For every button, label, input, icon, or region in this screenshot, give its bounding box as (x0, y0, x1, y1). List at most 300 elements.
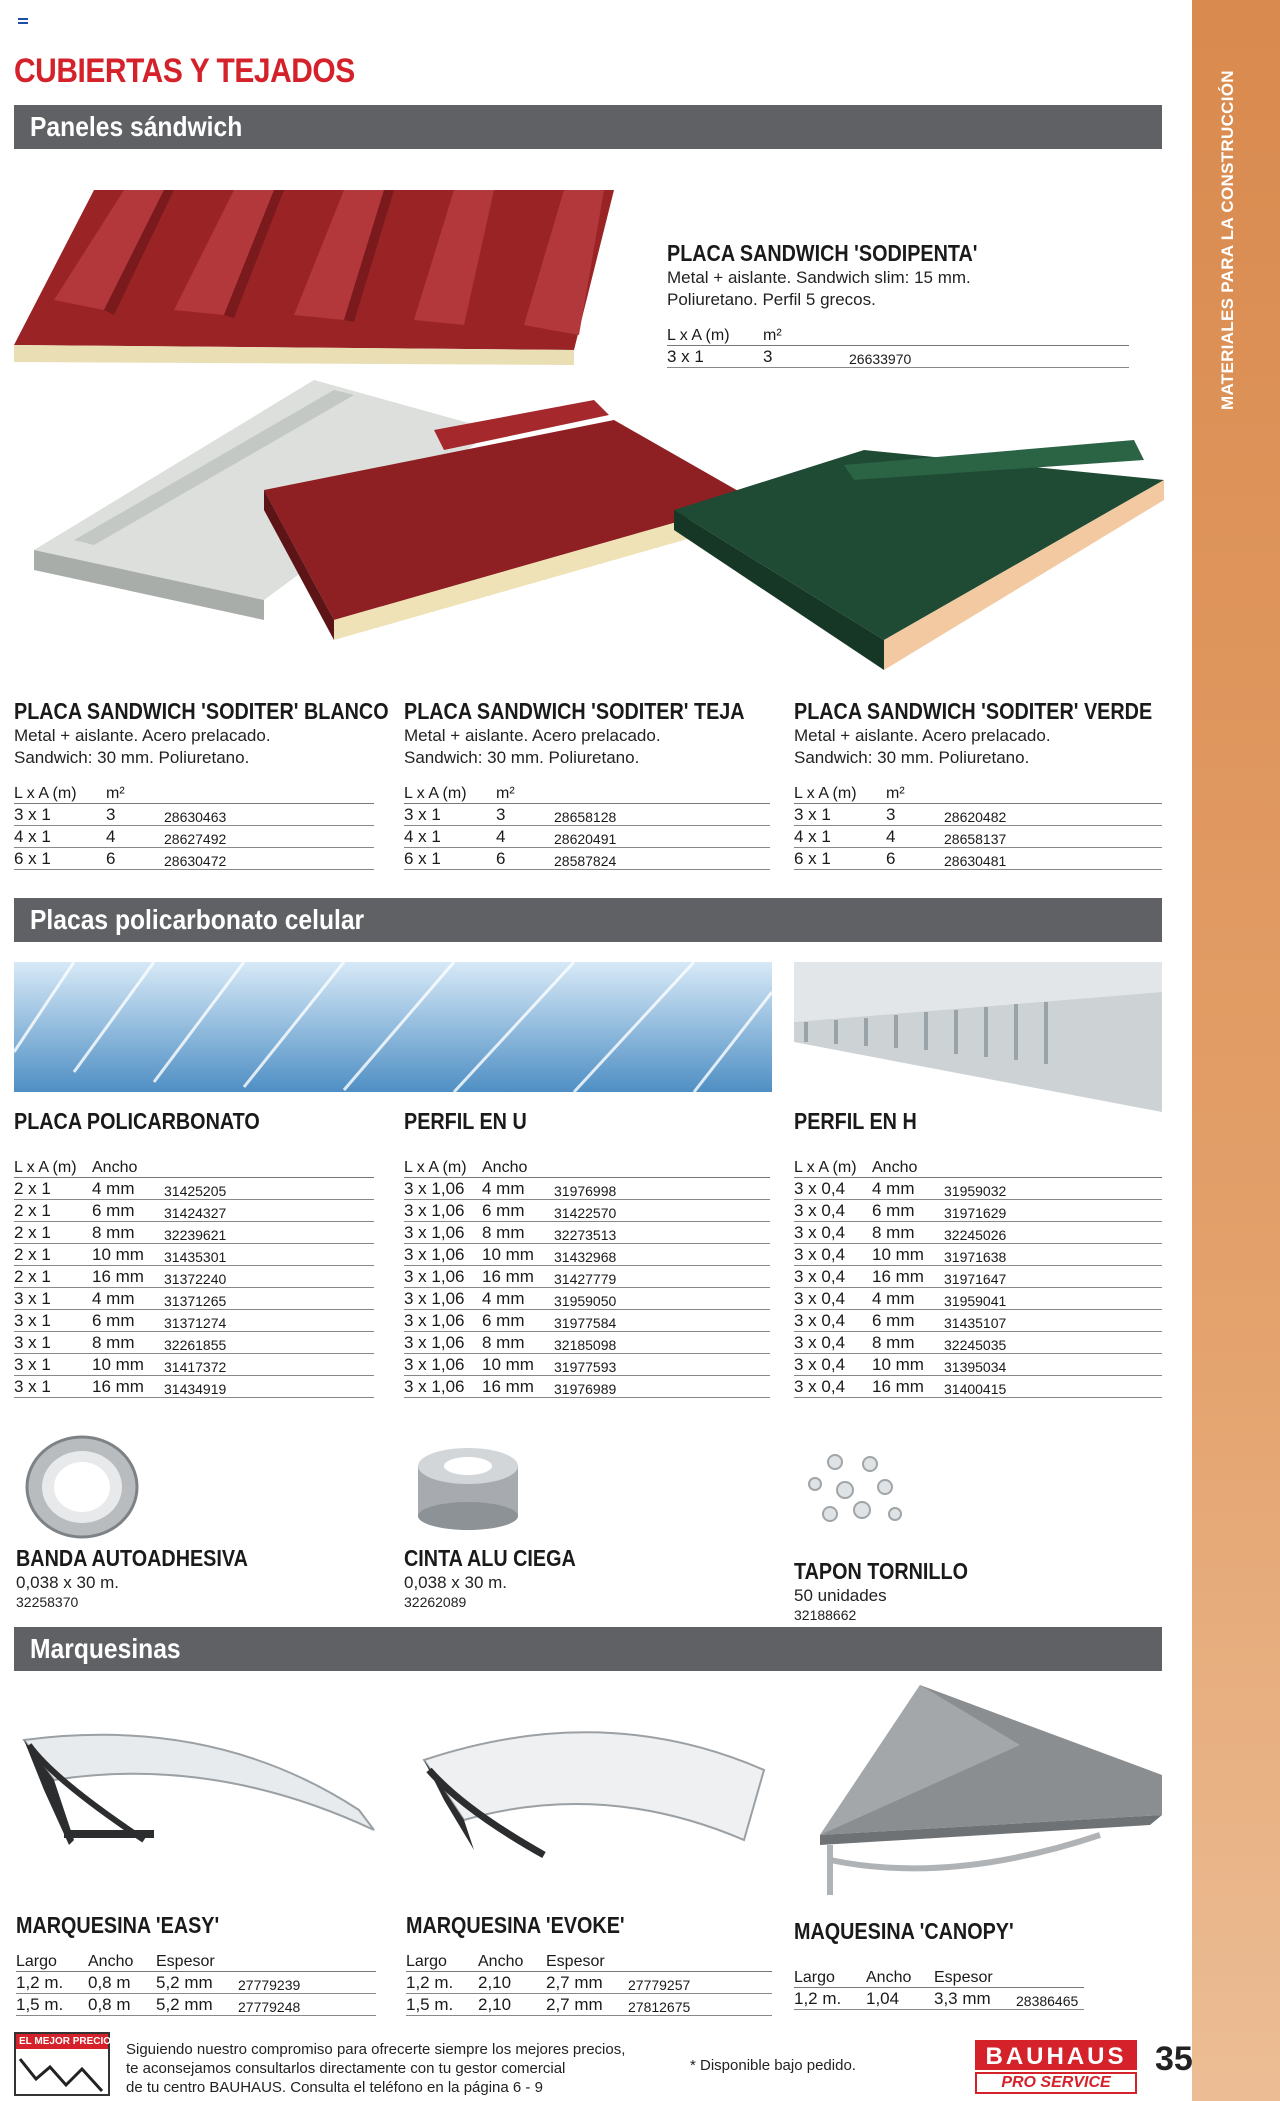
table-body (14, 1177, 374, 1397)
marquesina-easy-image (14, 1720, 384, 1860)
cell: 3 x 1 (14, 1353, 92, 1375)
cell: 5,2 mm (156, 1993, 238, 2015)
cell: 3 (886, 803, 944, 825)
table-row (404, 1353, 770, 1375)
table-row (404, 1287, 770, 1309)
product-placa-policarbonato (14, 1108, 374, 1398)
brand-top: BAUHAUS (975, 2040, 1137, 2070)
table-row (794, 1221, 1162, 1243)
cell-code: 32245026 (944, 1221, 1162, 1243)
product-name: TAPON TORNILLO (794, 1558, 968, 1584)
col-header: m² (496, 781, 554, 803)
cell: 16 mm (92, 1265, 164, 1287)
product-desc: Metal + aislante. Sandwich slim: 15 mm. (667, 268, 971, 287)
cell-code: 31424327 (164, 1199, 374, 1221)
col-header: Ancho (482, 1155, 554, 1177)
table-row (794, 1353, 1162, 1375)
product-name: PLACA SANDWICH 'SODIPENTA' (667, 240, 978, 266)
col-header: Largo (794, 1965, 866, 1987)
table-row (16, 1971, 376, 1993)
cell: 1,2 m. (406, 1971, 478, 1993)
product-desc: Sandwich: 30 mm. Poliuretano. (14, 748, 250, 767)
product-tapon-tornillo (794, 1558, 1154, 1623)
cell-code: 31959032 (944, 1177, 1162, 1199)
product-perfil-u (404, 1108, 770, 1398)
spec-table (14, 781, 374, 870)
cell: 6 mm (482, 1309, 554, 1331)
cell-code: 31434919 (164, 1375, 374, 1397)
table-row (794, 1177, 1162, 1199)
cell: 3 x 0,4 (794, 1221, 872, 1243)
cell: 4 mm (92, 1177, 164, 1199)
cell: 3 x 1,06 (404, 1353, 482, 1375)
table-row (404, 847, 770, 869)
cell-code: 31971638 (944, 1243, 1162, 1265)
table-row (406, 1993, 772, 2015)
policarbonato-sheet-image (14, 962, 772, 1092)
banda-roll-image (22, 1432, 142, 1542)
spec-table (794, 781, 1162, 870)
table-row (794, 847, 1162, 869)
cell: 2 x 1 (14, 1265, 92, 1287)
cell: 3 (763, 345, 849, 367)
cell: 3 x 1,06 (404, 1287, 482, 1309)
cell-code: 28630463 (164, 803, 374, 825)
cell-code: 28630481 (944, 847, 1162, 869)
cell-code: 28386465 (1016, 1987, 1084, 2009)
col-header: L x A (m) (667, 323, 763, 345)
product-name: MARQUESINA 'EASY' (16, 1912, 220, 1938)
price-chart-icon (16, 2049, 108, 2095)
cell: 6 mm (482, 1199, 554, 1221)
cell-code: 32239621 (164, 1221, 374, 1243)
cell: 2 x 1 (14, 1221, 92, 1243)
col-header: L x A (m) (794, 1155, 872, 1177)
product-name: PLACA SANDWICH 'SODITER' BLANCO (14, 698, 389, 724)
cell: 8 mm (92, 1331, 164, 1353)
section-header-sandwich: Paneles sándwich (14, 105, 1162, 149)
product-marquesina-evoke (406, 1912, 772, 2016)
cell: 16 mm (92, 1375, 164, 1397)
marquesina-canopy-image (800, 1685, 1162, 1900)
spec-table (794, 1155, 1162, 1398)
cell: 3 x 1,06 (404, 1177, 482, 1199)
col-header (1016, 1965, 1084, 1987)
product-name: BANDA AUTOADHESIVA (16, 1545, 248, 1571)
product-soditer-verde (794, 698, 1162, 870)
cell: 3 (106, 803, 164, 825)
col-header: L x A (m) (14, 1155, 92, 1177)
cell: 3 x 1 (14, 1309, 92, 1331)
col-header (164, 781, 374, 803)
cell: 4 mm (872, 1177, 944, 1199)
table-row (404, 1375, 770, 1397)
spec-table (404, 1155, 770, 1398)
cell-code: 28620482 (944, 803, 1162, 825)
col-header: L x A (m) (404, 781, 496, 803)
cell: 16 mm (872, 1375, 944, 1397)
footer-line: de tu centro BAUHAUS. Consulta el teléfono en la página 6 - 9 (126, 2079, 543, 2096)
product-sodipenta (667, 240, 1129, 368)
cell: 16 mm (482, 1375, 554, 1397)
product-desc: 50 unidades (794, 1586, 887, 1605)
col-header: Espesor (934, 1965, 1016, 1987)
tapon-tornillo-image (800, 1452, 910, 1532)
product-soditer-blanco (14, 698, 389, 870)
table-row (404, 1199, 770, 1221)
table-row (667, 345, 1129, 367)
product-name: MARQUESINA 'EVOKE' (406, 1912, 625, 1938)
table-row (794, 1987, 1084, 2009)
table-row (794, 1331, 1162, 1353)
col-header: L x A (m) (14, 781, 106, 803)
perfil-h-image (794, 962, 1162, 1117)
footer-text (126, 2040, 625, 2097)
cell-code: 28627492 (164, 825, 374, 847)
brand-bottom: PRO SERVICE (975, 2072, 1137, 2094)
col-header: Ancho (872, 1155, 944, 1177)
table-row (14, 1375, 374, 1397)
product-desc: Metal + aislante. Acero prelacado. (404, 726, 661, 745)
cell: 6 x 1 (14, 847, 106, 869)
col-header: Ancho (866, 1965, 934, 1987)
marquesina-evoke-image (404, 1700, 774, 1870)
cell: 3 x 1 (14, 1331, 92, 1353)
cell: 3 x 1,06 (404, 1243, 482, 1265)
col-header (944, 781, 1162, 803)
table-row (794, 1287, 1162, 1309)
table-row (16, 1993, 376, 2015)
table-row (14, 1353, 374, 1375)
cell: 10 mm (92, 1353, 164, 1375)
table-row (794, 803, 1162, 825)
cell: 3 x 1,06 (404, 1221, 482, 1243)
table-row (404, 1331, 770, 1353)
product-name: PLACA SANDWICH 'SODITER' TEJA (404, 698, 745, 724)
cell-code: 27779257 (628, 1971, 772, 1993)
product-desc: Poliuretano. Perfil 5 grecos. (667, 290, 876, 309)
cell: 3 x 1,06 (404, 1199, 482, 1221)
table-row (14, 847, 374, 869)
cell: 3 x 1 (14, 1375, 92, 1397)
cell: 4 x 1 (404, 825, 496, 847)
table-row (14, 1177, 374, 1199)
cell: 4 x 1 (794, 825, 886, 847)
product-desc: 0,038 x 30 m. (404, 1573, 508, 1592)
table-row (794, 1265, 1162, 1287)
cell: 3 x 1,06 (404, 1309, 482, 1331)
col-header: Largo (406, 1949, 478, 1971)
cell-code: 31371274 (164, 1309, 374, 1331)
col-header: m² (106, 781, 164, 803)
product-soditer-teja (404, 698, 770, 870)
cell-code: 28658137 (944, 825, 1162, 847)
cell: 8 mm (872, 1331, 944, 1353)
cell-code: 31427779 (554, 1265, 770, 1287)
cell: 3 x 0,4 (794, 1243, 872, 1265)
cell: 2 x 1 (14, 1243, 92, 1265)
col-header: L x A (m) (404, 1155, 482, 1177)
spec-table (406, 1949, 772, 2016)
cell: 6 x 1 (794, 847, 886, 869)
col-header (849, 323, 1129, 345)
cell-code: 31971647 (944, 1265, 1162, 1287)
cell: 10 mm (872, 1353, 944, 1375)
flag-icon (18, 18, 28, 28)
cell-code: 32185098 (554, 1331, 770, 1353)
cell: 10 mm (482, 1353, 554, 1375)
product-cinta-alu (404, 1545, 764, 1610)
footer-line: Siguiendo nuestro compromiso para ofrecerte siempre los mejores precios, (126, 2041, 626, 2058)
col-header (628, 1949, 772, 1971)
cell: 16 mm (872, 1265, 944, 1287)
product-desc: Metal + aislante. Acero prelacado. (794, 726, 1051, 745)
cell-code: 28658128 (554, 803, 770, 825)
cell: 1,5 m. (406, 1993, 478, 2015)
cell: 3 x 0,4 (794, 1265, 872, 1287)
table-row (14, 803, 374, 825)
cell: 3 x 1 (14, 1287, 92, 1309)
badge-label: EL MEJOR PRECIO (16, 2034, 108, 2049)
product-marquesina-easy (16, 1912, 376, 2016)
cell-code: 31976998 (554, 1177, 770, 1199)
table-row (794, 1199, 1162, 1221)
cell: 3 x 0,4 (794, 1199, 872, 1221)
cell-code: 31425205 (164, 1177, 374, 1199)
table-row (14, 1243, 374, 1265)
cell: 4 (496, 825, 554, 847)
cell: 6 (106, 847, 164, 869)
col-header (554, 1155, 770, 1177)
product-banda-autoadhesiva (16, 1545, 376, 1610)
spec-table (16, 1949, 376, 2016)
table-row (794, 1243, 1162, 1265)
cell-code: 31977584 (554, 1309, 770, 1331)
table-row (14, 1221, 374, 1243)
cell: 1,04 (866, 1987, 934, 2009)
cell: 4 mm (482, 1177, 554, 1199)
cell-code: 31435301 (164, 1243, 374, 1265)
cell: 0,8 m (88, 1971, 156, 1993)
cell: 4 (106, 825, 164, 847)
cell: 10 mm (92, 1243, 164, 1265)
cell-code: 27779239 (238, 1971, 376, 1993)
table-row (404, 1265, 770, 1287)
cell: 4 mm (482, 1287, 554, 1309)
spec-table (404, 781, 770, 870)
footer-note: * Disponible bajo pedido. (690, 2057, 856, 2074)
cell: 3 x 0,4 (794, 1353, 872, 1375)
cell-code: 31435107 (944, 1309, 1162, 1331)
table-row (14, 1265, 374, 1287)
product-maquesina-canopy (794, 1918, 1084, 2010)
table-body (404, 1177, 770, 1397)
cell-code: 31977593 (554, 1353, 770, 1375)
col-header (238, 1949, 376, 1971)
product-desc: Sandwich: 30 mm. Poliuretano. (404, 748, 640, 767)
cinta-alu-image (408, 1436, 528, 1536)
page-number: 35 (1155, 2040, 1193, 2078)
product-desc: 0,038 x 30 m. (16, 1573, 120, 1592)
table-row (404, 1221, 770, 1243)
cell: 4 mm (92, 1287, 164, 1309)
col-header: m² (763, 323, 849, 345)
cell: 3 (496, 803, 554, 825)
table-row (14, 1199, 374, 1221)
cell: 2,10 (478, 1971, 546, 1993)
cell: 1,5 m. (16, 1993, 88, 2015)
cell: 2 x 1 (14, 1177, 92, 1199)
col-header: m² (886, 781, 944, 803)
cell-code: 31417372 (164, 1353, 374, 1375)
product-code: 32262089 (404, 1594, 467, 1610)
cell-code: 27779248 (238, 1993, 376, 2015)
cell: 6 mm (92, 1199, 164, 1221)
product-name: PERFIL EN U (404, 1108, 527, 1134)
col-header: Ancho (92, 1155, 164, 1177)
cell-code: 31395034 (944, 1353, 1162, 1375)
product-name: CINTA ALU CIEGA (404, 1545, 576, 1571)
cell: 6 mm (92, 1309, 164, 1331)
cell-code: 32245035 (944, 1331, 1162, 1353)
sodipenta-panel-image (14, 150, 624, 375)
cell-code: 31400415 (944, 1375, 1162, 1397)
mejor-precio-badge (14, 2032, 110, 2096)
cell: 2,7 mm (546, 1971, 628, 1993)
cell-code: 31432968 (554, 1243, 770, 1265)
cell: 4 (886, 825, 944, 847)
table-body (16, 1971, 376, 2015)
cell: 3 x 1,06 (404, 1331, 482, 1353)
table-body (794, 1177, 1162, 1397)
cell: 8 mm (92, 1221, 164, 1243)
cell-code: 31971629 (944, 1199, 1162, 1221)
cell: 6 x 1 (404, 847, 496, 869)
cell: 16 mm (482, 1265, 554, 1287)
footer-line: te aconsejamos consultarlos directamente con tu gestor comercial (126, 2060, 566, 2077)
cell-code: 31959041 (944, 1287, 1162, 1309)
cell: 2 x 1 (14, 1199, 92, 1221)
table-row (14, 1309, 374, 1331)
cell: 5,2 mm (156, 1971, 238, 1993)
cell-code: 28620491 (554, 825, 770, 847)
table-row (794, 825, 1162, 847)
product-name: PERFIL EN H (794, 1108, 917, 1134)
side-label: MATERIALES PARA LA CONSTRUCCIÓN (1218, 70, 1237, 410)
cell-code: 31422570 (554, 1199, 770, 1221)
col-header: Largo (16, 1949, 88, 1971)
cell: 4 x 1 (14, 825, 106, 847)
table-row (794, 1309, 1162, 1331)
cell-code: 31372240 (164, 1265, 374, 1287)
col-header: Espesor (546, 1949, 628, 1971)
cell: 8 mm (482, 1331, 554, 1353)
cell: 6 (886, 847, 944, 869)
cell-code: 32261855 (164, 1331, 374, 1353)
cell-code: 31976989 (554, 1375, 770, 1397)
cell: 3 x 1 (404, 803, 496, 825)
product-code: 32258370 (16, 1594, 79, 1610)
table-row (404, 1177, 770, 1199)
col-header (944, 1155, 1162, 1177)
cell-code: 27812675 (628, 1993, 772, 2015)
cell: 6 (496, 847, 554, 869)
table-row (14, 1287, 374, 1309)
cell: 3 x 1 (667, 345, 763, 367)
cell: 3 x 1,06 (404, 1375, 482, 1397)
product-name: PLACA SANDWICH 'SODITER' VERDE (794, 698, 1153, 724)
cell: 4 mm (872, 1287, 944, 1309)
spec-table (14, 1155, 374, 1398)
cell-code: 31959050 (554, 1287, 770, 1309)
table-row (404, 803, 770, 825)
cell: 10 mm (872, 1243, 944, 1265)
cell: 1,2 m. (16, 1971, 88, 1993)
product-desc: Sandwich: 30 mm. Poliuretano. (794, 748, 1030, 767)
cell: 3 x 1,06 (404, 1265, 482, 1287)
table-row (404, 825, 770, 847)
col-header (164, 1155, 374, 1177)
cell: 3 x 0,4 (794, 1309, 872, 1331)
bauhaus-logo (975, 2040, 1137, 2094)
cell: 8 mm (482, 1221, 554, 1243)
cell: 2,7 mm (546, 1993, 628, 2015)
soditer-panels-image (14, 370, 1164, 680)
col-header: L x A (m) (794, 781, 886, 803)
product-perfil-h (794, 1108, 1162, 1398)
product-desc: Metal + aislante. Acero prelacado. (14, 726, 271, 745)
cell: 3 x 0,4 (794, 1177, 872, 1199)
table-row (14, 825, 374, 847)
cell: 2,10 (478, 1993, 546, 2015)
cell: 3 x 0,4 (794, 1331, 872, 1353)
cell-code: 28587824 (554, 847, 770, 869)
product-name: PLACA POLICARBONATO (14, 1108, 260, 1134)
cell-code: 28630472 (164, 847, 374, 869)
table-row (794, 1375, 1162, 1397)
page-title: CUBIERTAS Y TEJADOS (14, 52, 355, 90)
table-row (406, 1971, 772, 1993)
cell: 8 mm (872, 1221, 944, 1243)
cell: 3,3 mm (934, 1987, 1016, 2009)
cell: 0,8 m (88, 1993, 156, 2015)
cell: 3 x 0,4 (794, 1287, 872, 1309)
cell: 3 x 1 (794, 803, 886, 825)
cell-code: 31371265 (164, 1287, 374, 1309)
section-header-policarbonato: Placas policarbonato celular (14, 898, 1162, 942)
col-header (554, 781, 770, 803)
section-header-marquesinas: Marquesinas (14, 1627, 1162, 1671)
col-header: Ancho (88, 1949, 156, 1971)
table-body (406, 1971, 772, 2015)
spec-table (794, 1965, 1084, 2010)
cell-code: 26633970 (849, 345, 1129, 367)
spec-table (667, 323, 1129, 368)
table-body (794, 1987, 1084, 2009)
table-row (404, 1243, 770, 1265)
cell: 6 mm (872, 1199, 944, 1221)
cell: 3 x 0,4 (794, 1375, 872, 1397)
table-row (14, 1331, 374, 1353)
cell: 3 x 1 (14, 803, 106, 825)
col-header: Espesor (156, 1949, 238, 1971)
table-row (404, 1309, 770, 1331)
cell: 10 mm (482, 1243, 554, 1265)
product-name: MAQUESINA 'CANOPY' (794, 1918, 1014, 1944)
cell: 6 mm (872, 1309, 944, 1331)
cell: 1,2 m. (794, 1987, 866, 2009)
product-code: 32188662 (794, 1607, 857, 1623)
